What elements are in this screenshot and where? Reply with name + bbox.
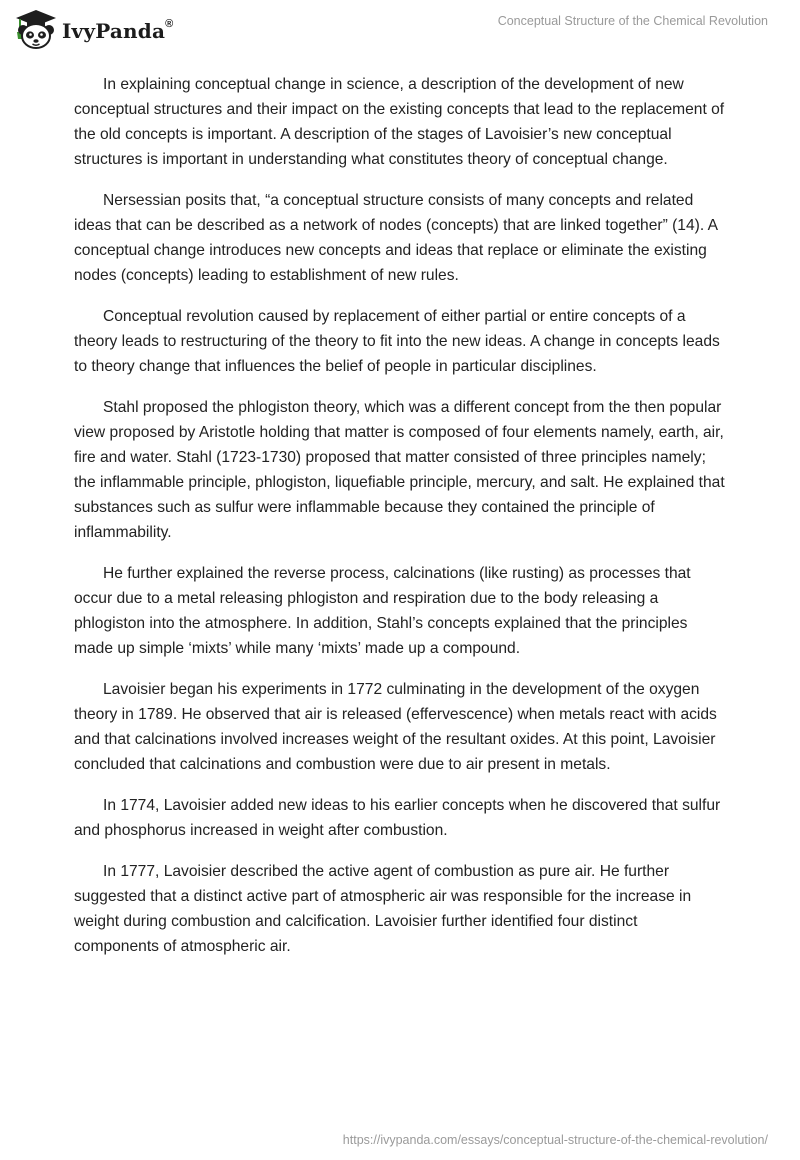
paragraph: Stahl proposed the phlogiston theory, which was a different concept from the then popular view proposed by Aristotle holding that matter is composed of four elements namely, earth, air, fire and water. Stahl (1723-1730) proposed that matter consisted of three principles namely; the inflammable principle, phlogiston, liquefiable principle, mercury, and salt. He explained that substances such as sulfur were inflammable because they contained the principle of inflammability. (74, 399, 725, 541)
paragraph: Conceptual revolution caused by replacement of either partial or entire concepts of a theory leads to restructuring of the theory to fit into the new ideas. A change in concepts leads to theory change that influences the belief of people in particular disciplines. (74, 308, 720, 375)
paragraph: Nersessian posits that, “a conceptual structure consists of many concepts and related ideas that can be described as a network of nodes (concepts) that are linked together” (14). A conceptual change introduces new concepts and ideas that replace or eliminate the existing nodes (concepts) leading to establishment of new rules. (74, 192, 718, 284)
brand-name (62, 19, 173, 43)
source-url[interactable]: https://ivypanda.com/essays/conceptual-structure-of-the-chemical-revolution/ (342, 1133, 768, 1147)
paragraph: Lavoisier began his experiments in 1772 culminating in the development of the oxygen theory in 1789. He observed that air is released (effervescence) when metals react with acids and that calcinations involved increases weight of the resultant oxides. At this point, Lavoisier concluded that calcinations and combustion were due to air present in metals. (74, 681, 717, 773)
page-header (0, 0, 800, 60)
paragraph: In 1777, Lavoisier described the active agent of combustion as pure air. He further suggested that a distinct active part of atmospheric air was responsible for the increase in weight during combustion and calcification. Lavoisier further identified four distinct components of atmospheric air. (74, 863, 692, 955)
registered-mark: ® (165, 18, 174, 30)
brand-name-text: IvyPanda (62, 19, 166, 43)
document-title: Conceptual Structure of the Chemical Revolution (497, 14, 768, 28)
paragraph: In 1774, Lavoisier added new ideas to his earlier concepts when he discovered that sulfur and phosphorus increased in weight after combustion. (74, 797, 721, 839)
panda-graduation-cap-icon (14, 8, 58, 50)
paragraph: He further explained the reverse process, calcinations (like rusting) as processes that occur due to a metal releasing phlogiston and respiration due to the body releasing a phlogiston into the atmosphere. In addition, Stahl’s concepts explained that the principles made up simple ‘mixts’ while many ‘mixts’ made up a compound. (74, 565, 691, 657)
brand-logo[interactable] (14, 8, 173, 50)
essay-body (74, 72, 726, 975)
paragraph: In explaining conceptual change in science, a description of the development of new conceptual structures and their impact on the existing concepts that lead to the replacement of the old concepts is important. A description of the stages of Lavoisier’s new conceptual structures is important in understanding what constitutes theory of conceptual change. (74, 76, 725, 168)
